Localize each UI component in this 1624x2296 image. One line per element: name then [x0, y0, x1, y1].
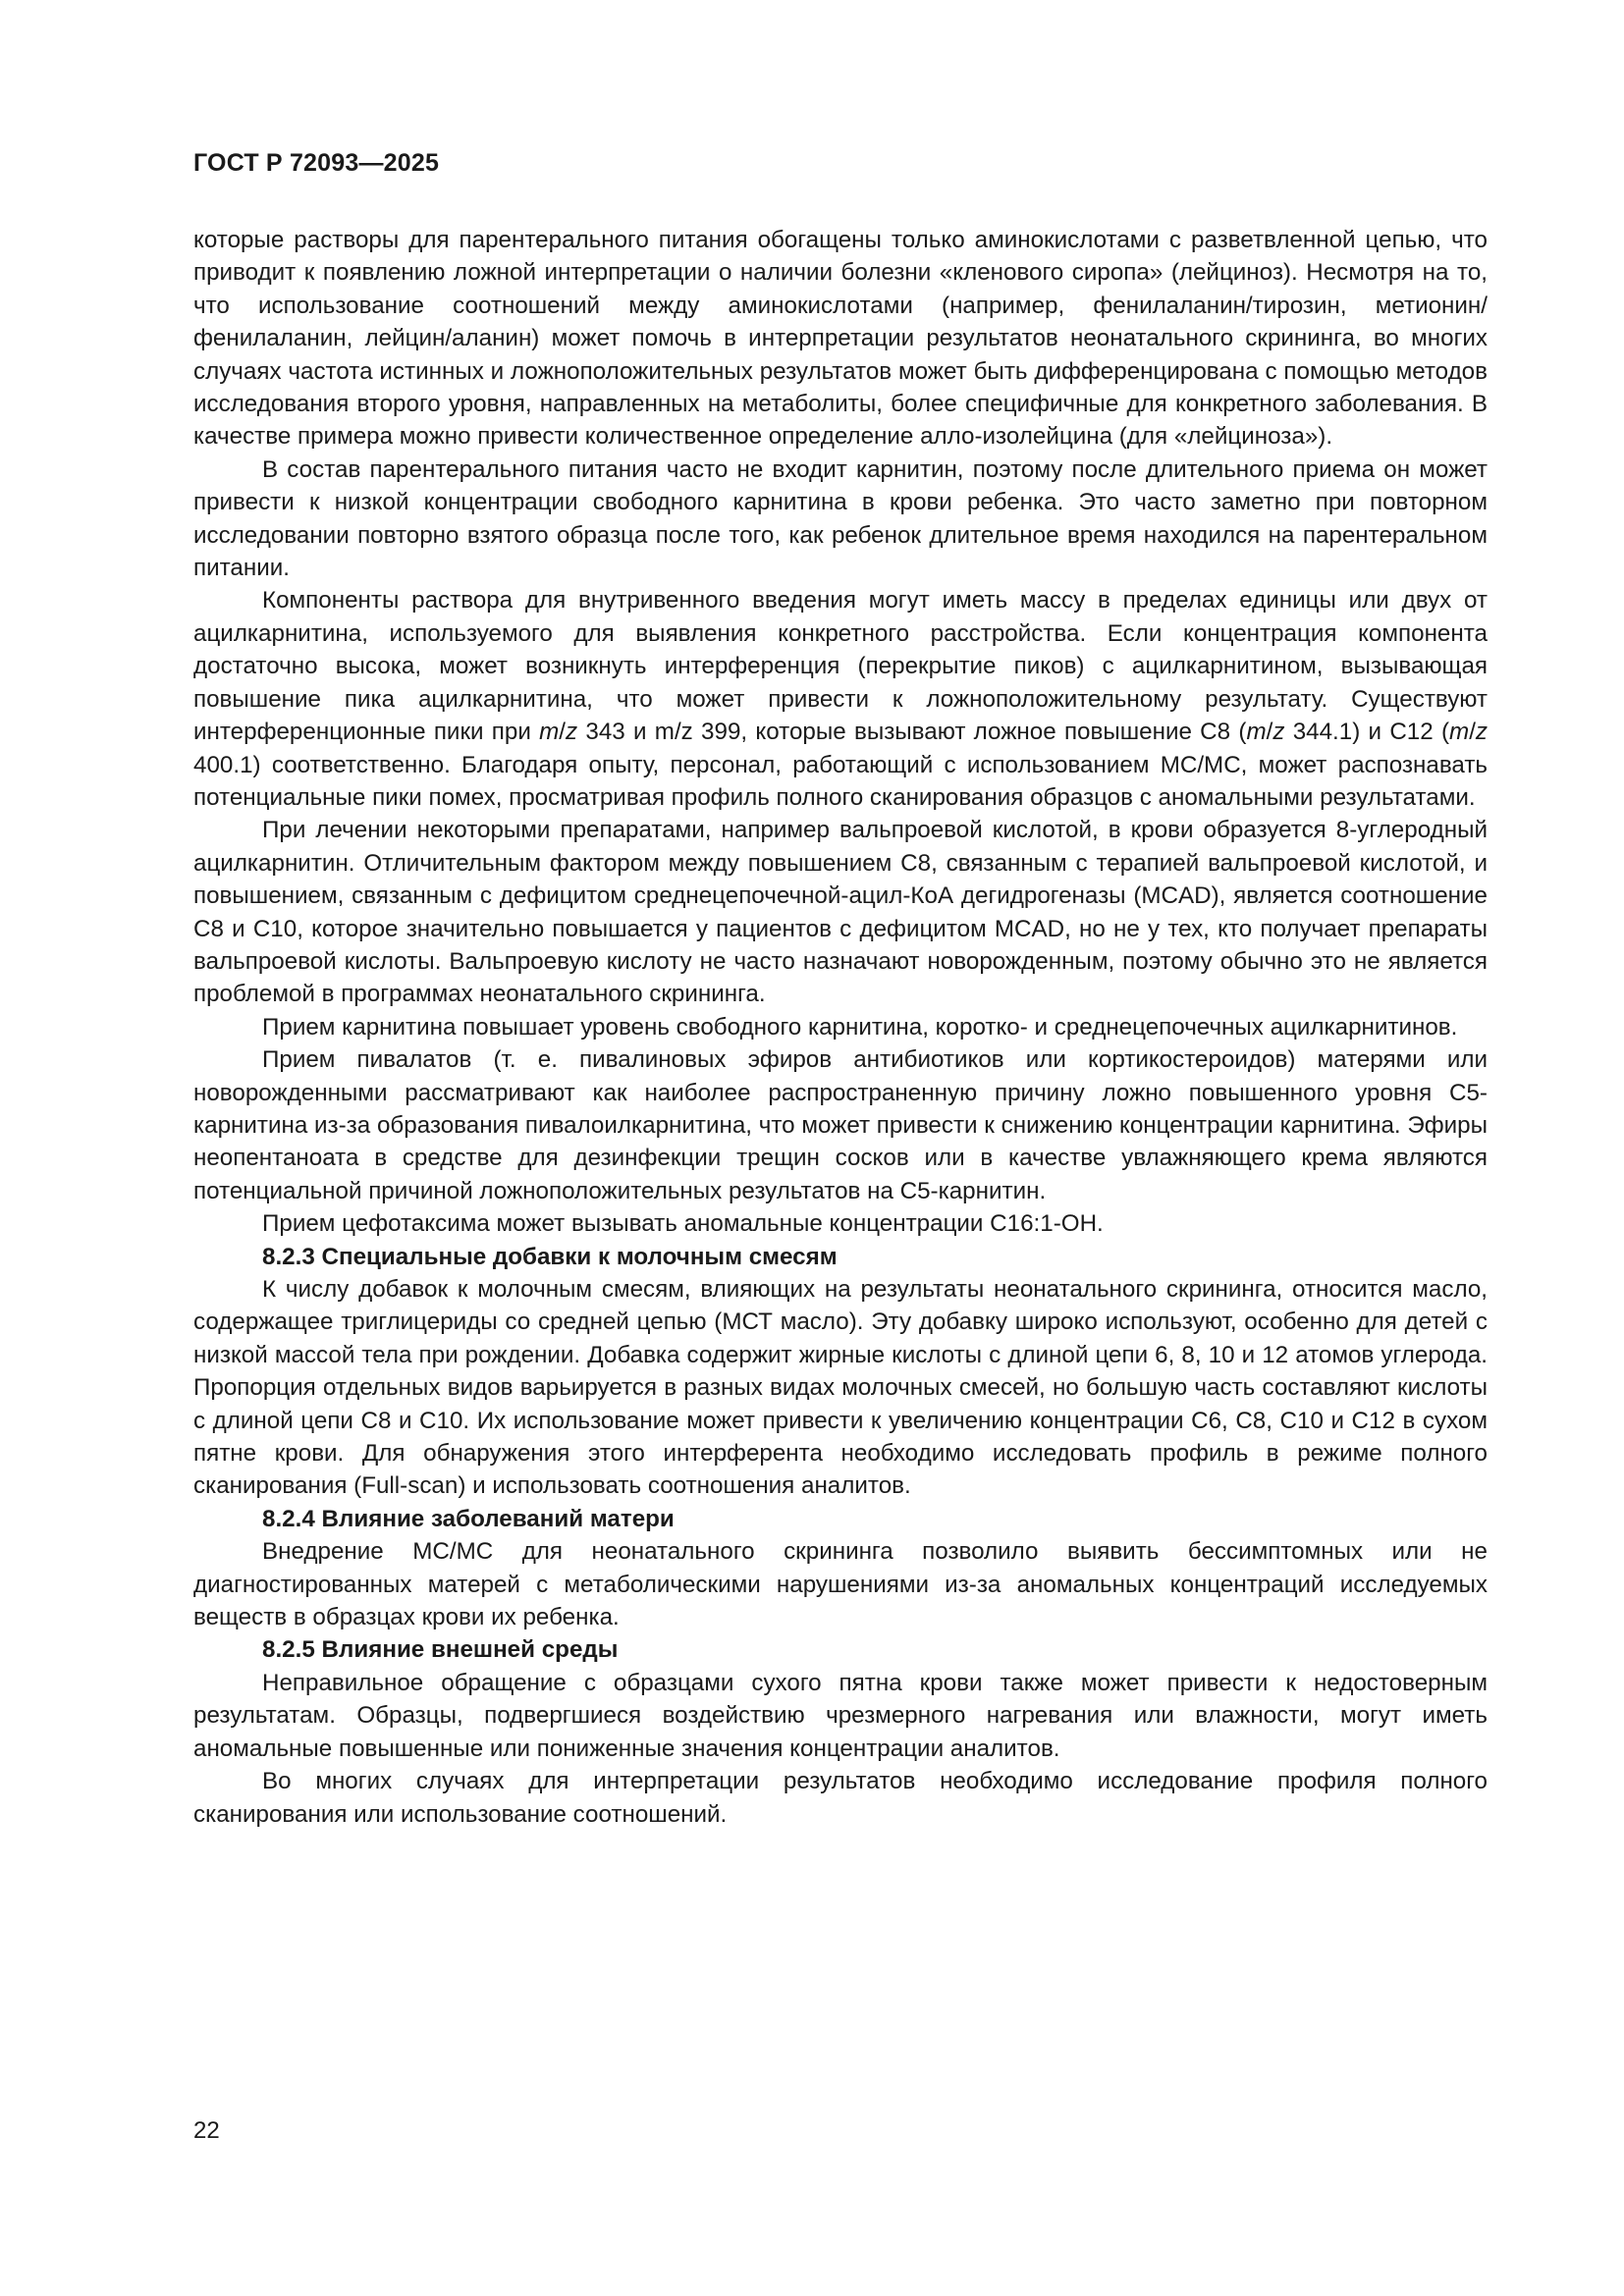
paragraph-continuation: которые растворы для парентерального питания обогащены только аминокислотами с разветвленной цепью, что приводит к появлению ложной интерпретации о наличии болезни «кленового сиропа» (лейциноз). Несмотря на то, что использование соотношений между аминокислотами (например, фенилаланин/тирозин, метионин/фенилаланин, лейцин/аланин) может помочь в интерпретации результатов неонатального скрининга, во многих случаях частота истинных и ложноположительных результатов может быть дифференцирована с помощью методов исследования второго уровня, направленных на метаболиты, более специфичные для конкретного заболевания. В качестве примера можно привести количественное определение алло-изолейцина (для «лейциноза»).: [193, 227, 1488, 451]
section-heading-8-2-5: 8.2.5 Влияние внешней среды: [262, 1636, 619, 1664]
paragraph-valproate: При лечении некоторыми препаратами, например вальпроевой кислотой, в крови образуется 8-углеродный ацилкарнитин. Отличительным фактором между повышением C8, связанным с терапией вальпроевой кислотой, и повышением, связанным с дефицитом среднецепочечной-ацил-КоА дегидрогеназы (MCAD), является соотношение C8 и C10, которое значительно повышается у пациентов с дефицитом MCAD, но не у тех, кто получает препараты вальпроевой кислоты. Вальпроевую кислоту не часто назначают новорожденным, поэтому обычно это не является проблемой в программах неонатального скрининга.: [193, 817, 1488, 1008]
paragraph-mct-oil: К числу добавок к молочным смесям, влияющих на результаты неонатального скрининга, относится масло, содержащее триглицериды со средней цепью (МСТ масло). Эту добавку широко используют, особенно для детей с низкой массой тела при рождении. Добавка содержит жирные кислоты с длиной цепи 6, 8, 10 и 12 атомов углерода. Пропорция отдельных видов варьируется в разных видах молочных смесей, но большую часть составляют кислоты с длиной цепи C8 и C10. Их использование может привести к увеличению концентрации C6, C8, C10 и C12 в сухом пятне крови. Для обнаружения этого интерферента необходимо исследовать профиль в режиме полного сканирования (Full-scan) и использовать соотношения аналитов.: [193, 1276, 1488, 1500]
paragraph-carnitine-intake: Прием карнитина повышает уровень свободного карнитина, коротко- и среднецепочечных ацилкарнитинов.: [262, 1013, 1458, 1041]
paragraph-iv-components: Компоненты раствора для внутривенного введения могут иметь массу в пределах единицы или двух от ацилкарнитина, используемого для выявления конкретного расстройства. Если концентрация компонента достаточно высока, может возникнуть интерференция (перекрытие пиков) с ацилкарнитином, вызывающая повышение пика ацилкарнитина, что может привести к ложноположительному результату. Существуют интерференционные пики при m/z 343 и m/z 399, которые вызывают ложное повышение C8 (m/z 344.1) и C12 (m/z 400.1) соответственно. Благодаря опыту, персонал, работающий с использованием МС/МС, может распознавать потенциальные пики помех, просматривая профиль полного сканирования образцов с аномальными результатами.: [193, 587, 1489, 811]
paragraph-pivalates: Прием пивалатов (т. е. пивалиновых эфиров антибиотиков или кортикостероидов) матерями или новорожденными рассматривают как наиболее распространенную причину ложно повышенного уровня C5-карнитина из-за образования пивалоилкарнитина, что может привести к снижению концентрации карнитина. Эфиры неопентаноата в средстве для дезинфекции трещин сосков или в качестве увлажняющего крема являются потенциальной причиной ложноположительных результатов на C5-карнитин.: [193, 1046, 1488, 1204]
standard-designation: ГОСТ Р 72093—2025: [193, 149, 440, 177]
paragraph-environment: Неправильное обращение с образцами сухого пятна крови также может привести к недостоверным результатам. Образцы, подвергшиеся воздействию чрезмерного нагревания или влажности, могут иметь аномальные повышенные или пониженные значения концентрации аналитов.: [193, 1669, 1488, 1762]
paragraph-conclusion: Во многих случаях для интерпретации результатов необходимо исследование профиля полного сканирования или использование соотношений.: [193, 1768, 1488, 1828]
section-heading-8-2-3: 8.2.3 Специальные добавки к молочным смесям: [262, 1243, 838, 1270]
paragraph-maternal: Внедрение МС/МС для неонатального скрининга позволило выявить бессимптомных или не диагностированных матерей с метаболическими нарушениями из-за аномальных концентраций исследуемых веществ в образцах крови их ребенка.: [193, 1538, 1488, 1631]
paragraph-carnitine: В состав парентерального питания часто не входит карнитин, поэтому после длительного приема он может привести к низкой концентрации свободного карнитина в крови ребенка. Это часто заметно при повторном исследовании повторно взятого образца после того, как ребенок длительное время находился на парентеральном питании.: [193, 455, 1488, 582]
page-number: 22: [193, 2117, 220, 2144]
body-text: [193, 224, 1488, 1831]
section-heading-8-2-4: 8.2.4 Влияние заболеваний матери: [262, 1505, 675, 1532]
paragraph-cefotaxime: Прием цефотаксима может вызывать аномальные концентрации C16:1-OH.: [262, 1210, 1104, 1238]
